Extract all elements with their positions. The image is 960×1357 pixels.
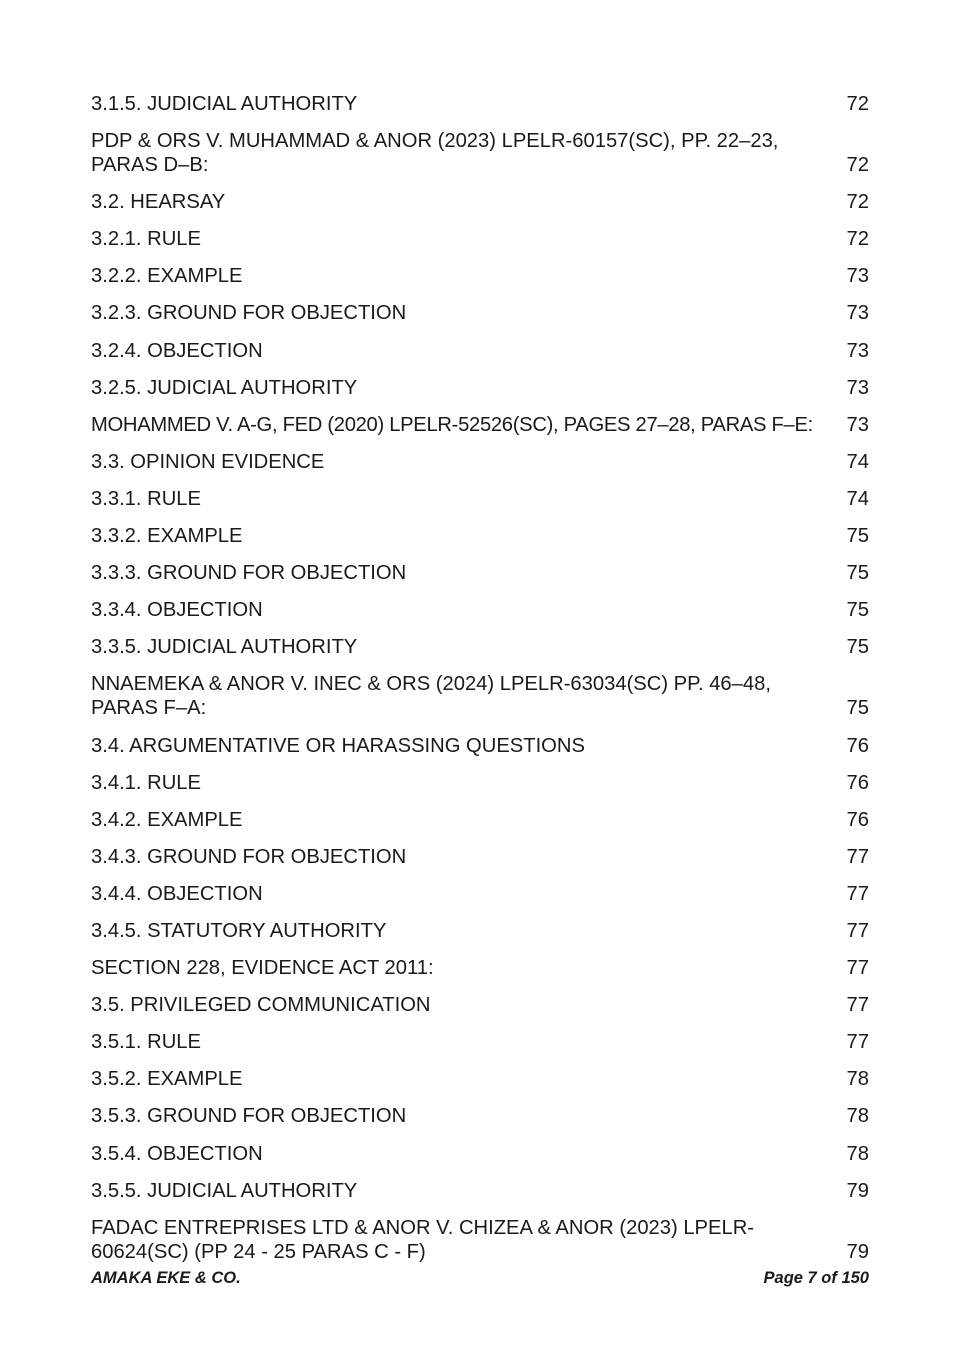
toc-entry-page: 79 xyxy=(846,1179,869,1202)
toc-entry-text: 3.3.4. OBJECTION xyxy=(91,599,263,622)
toc-entry-text: 3.5.2. EXAMPLE xyxy=(91,1068,243,1091)
toc-entry-text: 3.5.4. OBJECTION xyxy=(91,1142,263,1165)
toc-entry[interactable] xyxy=(91,129,869,177)
toc-entry-page: 72 xyxy=(846,93,869,115)
toc-entry-page: 78 xyxy=(846,1068,869,1091)
toc-entry-text: 3.5.1. RULE xyxy=(91,1031,201,1054)
toc-entry-page: 78 xyxy=(846,1142,869,1165)
toc-entry[interactable] xyxy=(91,672,869,720)
toc-entry-text: 3.5. PRIVILEGED COMMUNICATION xyxy=(91,994,431,1017)
toc-entry[interactable] xyxy=(91,1030,869,1054)
toc-entry-page: 75 xyxy=(846,525,869,548)
toc-entry[interactable] xyxy=(91,1216,869,1264)
toc-entry-text: 3.4.4. OBJECTION xyxy=(91,882,263,905)
toc-entry[interactable] xyxy=(91,339,869,363)
toc-entry-page: 76 xyxy=(846,734,869,757)
table-of-contents xyxy=(91,92,869,1277)
toc-entry-text: 3.5.5. JUDICIAL AUTHORITY xyxy=(91,1179,358,1202)
toc-entry-text: PDP & ORS V. MUHAMMAD & ANOR (2023) LPELR-60157(SC), PP. 22–23, PARAS D–B: xyxy=(91,130,779,177)
toc-entry-page: 76 xyxy=(846,771,869,794)
toc-entry[interactable] xyxy=(91,1104,869,1128)
toc-entry-text: 3.4.3. GROUND FOR OBJECTION xyxy=(91,845,407,868)
toc-entry-page: 74 xyxy=(846,487,869,510)
toc-entry-page: 77 xyxy=(846,1031,869,1054)
toc-entry-text: MOHAMMED V. A-G, FED (2020) LPELR-52526(SC), PAGES 27–28, PARAS F–E: xyxy=(91,413,813,436)
toc-entry-text: 3.3.2. EXAMPLE xyxy=(91,525,243,548)
toc-entry-page: 79 xyxy=(846,1240,869,1263)
toc-entry-page: 73 xyxy=(846,339,869,362)
toc-entry[interactable] xyxy=(91,1067,869,1091)
page-footer xyxy=(91,1269,869,1288)
toc-entry[interactable] xyxy=(91,524,869,548)
toc-entry-page: 75 xyxy=(846,697,869,720)
toc-entry-text: 3.3. OPINION EVIDENCE xyxy=(91,450,325,473)
toc-entry-page: 77 xyxy=(846,845,869,868)
toc-entry-page: 75 xyxy=(846,599,869,622)
toc-entry-page: 78 xyxy=(846,1105,869,1128)
toc-entry-text: 3.3.5. JUDICIAL AUTHORITY xyxy=(91,636,358,659)
toc-entry-text: 3.4.5. STATUTORY AUTHORITY xyxy=(91,919,387,942)
toc-entry-text: 3.2.3. GROUND FOR OBJECTION xyxy=(91,302,407,325)
toc-entry-text: 3.2.4. OBJECTION xyxy=(91,339,263,362)
toc-entry[interactable] xyxy=(91,450,869,474)
toc-entry-text: 3.4.1. RULE xyxy=(91,771,201,794)
toc-entry-text: 3.2.5. JUDICIAL AUTHORITY xyxy=(91,376,358,399)
footer-page-number: Page 7 of 150 xyxy=(763,1269,869,1287)
toc-entry-page: 72 xyxy=(846,191,869,214)
toc-entry-text: 3.4. ARGUMENTATIVE OR HARASSING QUESTIONS xyxy=(91,734,585,757)
toc-entry-page: 73 xyxy=(846,265,869,288)
toc-entry[interactable] xyxy=(91,413,869,437)
toc-entry[interactable] xyxy=(91,301,869,325)
toc-entry-text: 3.4.2. EXAMPLE xyxy=(91,808,243,831)
toc-entry[interactable] xyxy=(91,956,869,980)
toc-entry[interactable] xyxy=(91,635,869,659)
toc-entry[interactable] xyxy=(91,561,869,585)
toc-entry-text: 3.1.5. JUDICIAL AUTHORITY xyxy=(91,93,358,115)
toc-entry[interactable] xyxy=(91,882,869,906)
toc-entry-page: 75 xyxy=(846,562,869,585)
toc-entry[interactable] xyxy=(91,1142,869,1166)
toc-entry[interactable] xyxy=(91,808,869,832)
toc-entry[interactable] xyxy=(91,919,869,943)
toc-entry[interactable] xyxy=(91,734,869,758)
toc-entry[interactable] xyxy=(91,845,869,869)
toc-entry[interactable] xyxy=(91,190,869,214)
toc-entry[interactable] xyxy=(91,993,869,1017)
toc-entry[interactable] xyxy=(91,92,869,116)
toc-entry[interactable] xyxy=(91,376,869,400)
toc-entry-page: 74 xyxy=(846,450,869,473)
footer-firm-name: AMAKA EKE & CO. xyxy=(91,1269,241,1287)
toc-entry-text: 3.2. HEARSAY xyxy=(91,191,226,214)
toc-entry-text: SECTION 228, EVIDENCE ACT 2011: xyxy=(91,957,434,980)
toc-entry[interactable] xyxy=(91,264,869,288)
toc-entry-page: 72 xyxy=(846,154,869,177)
toc-entry-page: 77 xyxy=(846,919,869,942)
toc-entry-page: 76 xyxy=(846,808,869,831)
toc-entry-text: NNAEMEKA & ANOR V. INEC & ORS (2024) LPELR-63034(SC) PP. 46–48, PARAS F–A: xyxy=(91,673,771,720)
toc-entry-page: 73 xyxy=(846,376,869,399)
toc-entry-page: 75 xyxy=(846,636,869,659)
toc-entry[interactable] xyxy=(91,771,869,795)
toc-entry-page: 77 xyxy=(846,994,869,1017)
toc-entry-page: 77 xyxy=(846,957,869,980)
toc-entry-page: 72 xyxy=(846,228,869,251)
toc-entry-page: 73 xyxy=(846,302,869,325)
toc-entry[interactable] xyxy=(91,1179,869,1203)
toc-entry-page: 73 xyxy=(846,413,869,436)
toc-entry-text: FADAC ENTREPRISES LTD & ANOR V. CHIZEA & ANOR (2023) LPELR-60624(SC) (PP 24 - 25 PARAS C - F) xyxy=(91,1216,755,1263)
toc-entry[interactable] xyxy=(91,227,869,251)
toc-entry-text: 3.2.1. RULE xyxy=(91,228,201,251)
toc-entry[interactable] xyxy=(91,598,869,622)
toc-entry-page: 77 xyxy=(846,882,869,905)
toc-entry-text: 3.3.1. RULE xyxy=(91,487,201,510)
toc-entry[interactable] xyxy=(91,487,869,511)
toc-entry-text: 3.3.3. GROUND FOR OBJECTION xyxy=(91,562,407,585)
toc-entry-text: 3.5.3. GROUND FOR OBJECTION xyxy=(91,1105,407,1128)
toc-entry-text: 3.2.2. EXAMPLE xyxy=(91,265,243,288)
